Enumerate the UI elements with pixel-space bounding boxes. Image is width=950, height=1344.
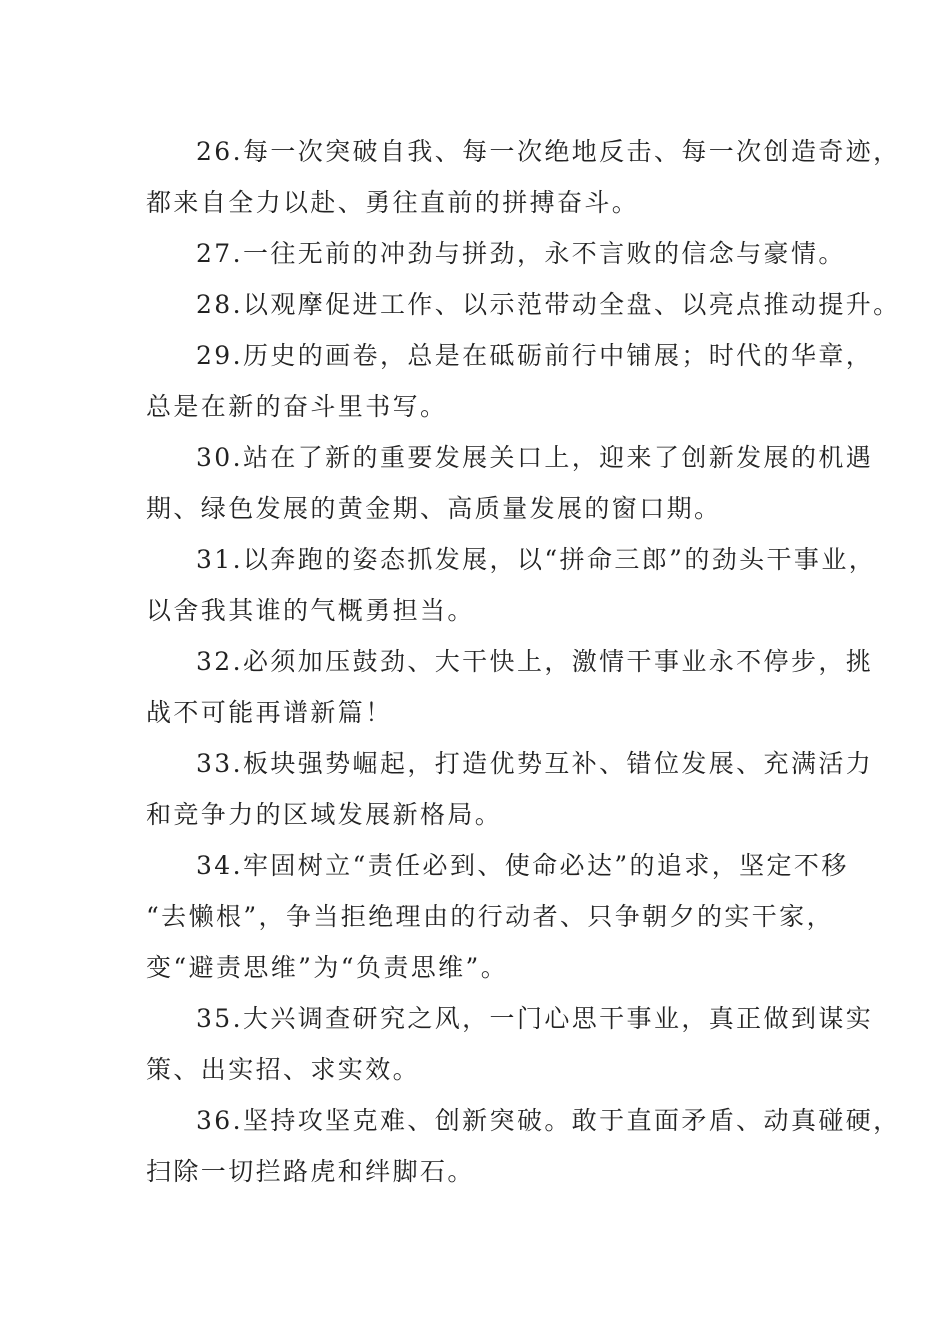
- paragraph-line: 30.站在了新的重要发展关口上，迎来了创新发展的机遇: [196, 443, 874, 472]
- paragraph-line: 总是在新的奋斗里书写。: [146, 392, 448, 421]
- paragraph-35: [146, 993, 874, 1095]
- paragraph-line: 31.以奔跑的姿态抓发展，以“拼命三郎”的劲头干事业，: [196, 545, 877, 574]
- paragraph-line: 策、出实招、求实效。: [146, 1055, 421, 1084]
- paragraph-27: [146, 228, 846, 279]
- paragraph-line: 35.大兴调查研究之风，一门心思干事业，真正做到谋实: [196, 1004, 874, 1033]
- paragraph-34: [146, 840, 849, 993]
- paragraph-line: “去懒根”，争当拒绝理由的行动者、只争朝夕的实干家，: [146, 902, 834, 931]
- paragraph-line: 29.历史的画卷，总是在砥砺前行中铺展；时代的华章，: [196, 341, 874, 370]
- paragraph-line: 33.板块强势崛起，打造优势互补、错位发展、充满活力: [196, 749, 874, 778]
- paragraph-line: 36.坚持攻坚克难、创新突破。敢于直面矛盾、动真碰硬，: [196, 1106, 901, 1135]
- paragraph-line: 以舍我其谁的气概勇担当。: [146, 596, 475, 625]
- paragraph-32: [146, 636, 874, 738]
- paragraph-line: 变“避责思维”为“负责思维”。: [146, 953, 509, 982]
- paragraph-line: 28.以观摩促进工作、以示范带动全盘、以亮点推动提升。: [196, 290, 901, 319]
- paragraph-line: 34.牢固树立“责任必到、使命必达”的追求，坚定不移: [196, 851, 849, 880]
- paragraph-36: [146, 1095, 901, 1197]
- paragraph-line: 期、绿色发展的黄金期、高质量发展的窗口期。: [146, 494, 722, 523]
- document-body: [146, 126, 901, 1197]
- paragraph-26: [146, 126, 901, 228]
- paragraph-30: [146, 432, 874, 534]
- paragraph-33: [146, 738, 874, 840]
- paragraph-29: [146, 330, 874, 432]
- paragraph-line: 32.必须加压鼓劲、大干快上，激情干事业永不停步，挑: [196, 647, 874, 676]
- paragraph-31: [146, 534, 877, 636]
- paragraph-line: 战不可能再谱新篇！: [146, 698, 393, 727]
- paragraph-line: 都来自全力以赴、勇往直前的拼搏奋斗。: [146, 188, 640, 217]
- paragraph-line: 27.一往无前的冲劲与拼劲，永不言败的信念与豪情。: [196, 239, 846, 268]
- paragraph-line: 扫除一切拦路虎和绊脚石。: [146, 1157, 475, 1186]
- paragraph-line: 26.每一次突破自我、每一次绝地反击、每一次创造奇迹，: [196, 137, 901, 166]
- paragraph-28: [146, 279, 901, 330]
- paragraph-line: 和竞争力的区域发展新格局。: [146, 800, 503, 829]
